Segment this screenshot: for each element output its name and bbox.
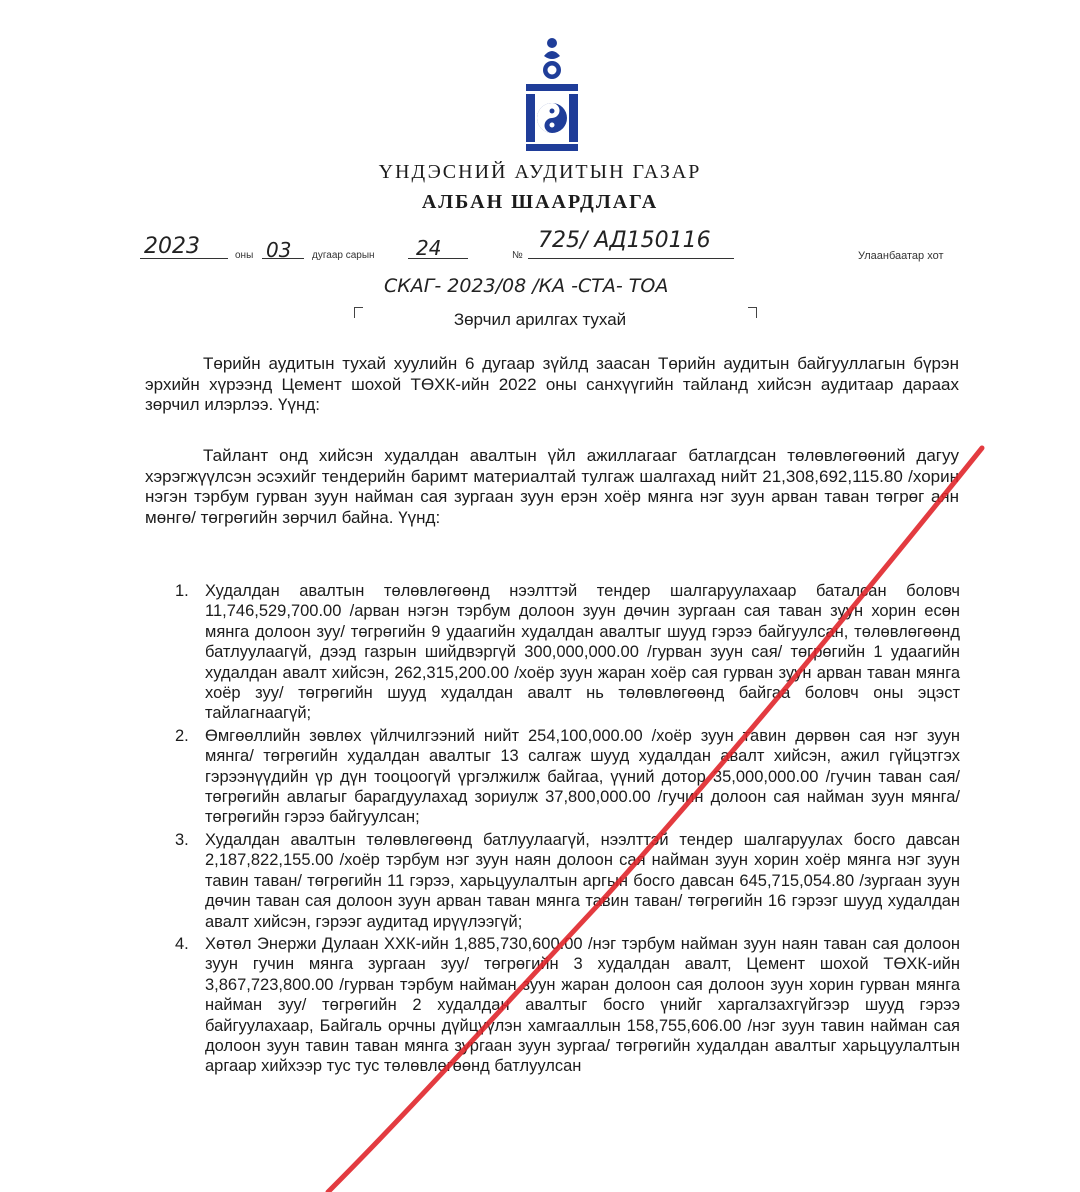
- handwritten-reference: СКАГ- 2023/08 /КА -СТА- ТОА: [384, 275, 669, 297]
- organization-name: ҮНДЭСНИЙ АУДИТЫН ГАЗАР: [378, 161, 702, 183]
- item-text: Хөтөл Энержи Дулаан ХХК-ийн 1,885,730,600.00 /нэг тэрбум найман зуун наян таван сая долоон зуун гучин мянга зургаан зуу/ төгрөгийн 3 худалдан авалт, Цемент шохой ТӨХК-ийн 3,867,723,800.00 /гурван тэрбум найман зуун жаран долоон сая долоон зуун хорин гурван мянга найман зуу/ төгрөгийн 2 худалдан авалтыг босго үнийг харгалзахгүйгээр шууд гэрээ байгуулахаар, Байгаль орчны дүйцүүлэн хамгааллын 158,755,606.00 /нэг зуун тавин найман сая долоон зуун тавин таван мянга зургаан зуун зургаа/ төгрөгийн худалдан авалтыг харьцуулалтын аргаар хийхээр тус тус төлөвлөгөөнд батлуулсан: [205, 934, 960, 1076]
- item-text: Өмгөөллийн зөвлөх үйлчилгээний нийт 254,100,000.00 /хоёр зуун тавин дөрвөн сая нэг зуун мянга/ төгрөгийн худалдан авалтыг 13 салгаж шууд худалдан авалт хийсэн, ажил гүйцэтгэх гэрээнүүдийн үр дүн тооцоогүй үргэлжилж байгаа, үүний дотор 35,000,000.00 /гучин таван сая/ төгрөгийн авлагыг барагдуулахад зориулж 37,800,000.00 /гучин долоон сая найман зуун мянга/ төгрөгийн гэрээ байгуулсан;: [205, 726, 960, 827]
- intro-paragraph: Төрийн аудитын тухай хуулийн 6 дугаар зүйлд заасан Төрийн аудитын байгууллагын бүрэн эрхийн хүрээнд Цемент шохой ТӨХК-ийн 2022 оны санхүүгийн тайланд хийсэн аудитаар дараах зөрчил илэрлээ. Үүнд:: [145, 354, 959, 414]
- year-suffix: оны: [235, 250, 254, 261]
- finding-paragraph: Тайлант онд хийсэн худалдан авалтын үйл ажиллагааг батлагдсан төлөвлөгөөний дагуу хэрэгжүүлсэн эсэхийг тендерийн баримт материалтай тулгаж шалгахад нийт 21,308,692,115.80 /хорин нэгэн тэрбум гурван зуун найман сая зургаан зуун ерэн хоёр мянга нэг зуун арван таван төгрөг аян мөнгө/ төгрөгийн зөрчил байна. Үүнд:: [145, 446, 959, 527]
- number-underline: [528, 258, 734, 259]
- month-suffix: дугаар сарын: [312, 250, 375, 261]
- soyombo-emblem: [522, 36, 582, 156]
- document-subject: Зөрчил арилгах тухай: [453, 310, 627, 329]
- item-number: 4.: [175, 934, 189, 953]
- month-underline: [262, 258, 304, 259]
- handwritten-month: 03: [266, 238, 292, 262]
- findings-list: [175, 581, 960, 1079]
- list-item: [175, 830, 960, 932]
- number-label: №: [512, 250, 523, 261]
- list-item: [175, 934, 960, 1077]
- item-number: 2.: [175, 726, 189, 745]
- item-text: Худалдан авалтын төлөвлөгөөнд нээлттэй тендер шалгаруулахаар баталсан боловч 11,746,529,700.00 /арван нэгэн тэрбум долоон зуун дөчин зургаан сая таван зуун хорин есөн мянга долоон зуу/ төгрөгийн 9 удаагийн худалдан авалтыг шууд гэрээ байгуулсан, төлөвлөгөөнд батлуулаагүй, дээд газрын шийдвэргүй 300,000,000.00 /гурван зуун сая/ төгрөгийн 1 удаагийн худалдан авалт хийсэн, 262,315,200.00 /хоёр зуун жаран хоёр сая гурван зуун арван таван мянга хоёр зуу/ төгрөгийн шууд худалдан авалт нь төлөвлөгөөнд байгаа боловч оны эцэст тайлагнаагүй;: [205, 582, 960, 723]
- day-underline: [408, 258, 468, 259]
- item-number: 1.: [175, 582, 189, 600]
- handwritten-day: 24: [416, 236, 442, 260]
- document-type: АЛБАН ШААРДЛАГА: [421, 191, 659, 213]
- item-number: 3.: [175, 830, 189, 849]
- list-item: [175, 581, 960, 724]
- item-text: Худалдан авалтын төлөвлөгөөнд батлуулаагүй, нээлттэй тендер шалгаруулах босго давсан 2,187,822,155.00 /хоёр тэрбум нэг зуун наян долоон сая найман зуун хорин хоёр мянга нэг зуун тавин таван/ төгрөгийн 11 гэрээ, харьцуулалтын аргын босго давсан 645,715,054.80 /зургаан зуун дөчин таван сая долоон зуун арван таван мянга тавин таван/ төгрөгийн 16 гэрээг шууд худалдан авалт хийсэн, гэрээг аудитад ирүүлээгүй;: [205, 830, 960, 931]
- handwritten-year: 2023: [144, 234, 200, 259]
- year-underline: [140, 258, 228, 259]
- handwritten-document-number: 725/ АД150116: [538, 228, 711, 253]
- location: Улаанбаатар хот: [858, 250, 944, 262]
- list-item: [175, 726, 960, 828]
